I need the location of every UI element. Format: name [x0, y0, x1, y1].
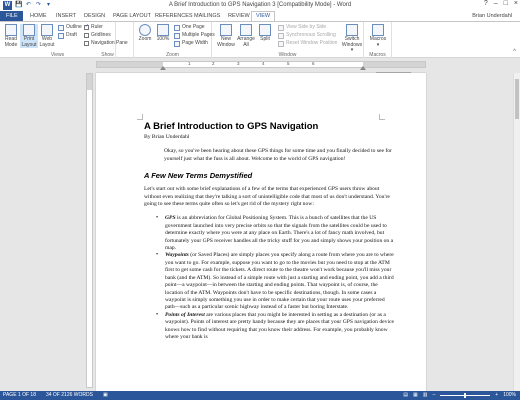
horizontal-ruler[interactable]: [96, 61, 426, 68]
side-by-side-button[interactable]: View Side by Side: [278, 24, 326, 31]
zoom-button[interactable]: Zoom: [136, 24, 154, 43]
multiple-pages-icon: [174, 33, 180, 39]
crop-mark: [137, 114, 143, 120]
draft-button[interactable]: Draft: [58, 32, 77, 39]
ruler-number: 2: [212, 61, 215, 66]
collapse-ribbon-icon[interactable]: ^: [513, 49, 516, 55]
undo-icon[interactable]: ↶: [25, 2, 32, 8]
ruler-number: 5: [287, 61, 290, 66]
ruler-number: 6: [312, 61, 315, 66]
scrollbar-thumb[interactable]: [515, 79, 519, 119]
customize-qat-icon[interactable]: ▾: [46, 2, 50, 8]
ribbon-tabs: [0, 11, 520, 21]
ruler-checkbox[interactable]: ✓ Ruler: [84, 24, 103, 31]
ribbon: [0, 21, 520, 58]
new-window-button[interactable]: New Window: [216, 24, 236, 48]
minimize-button[interactable]: –: [493, 0, 498, 7]
term-label: Waypoints: [165, 252, 189, 259]
body-paragraph: Let's start out with some brief explanations of a few of the terms that experienced GPS users throw about without even realizing that they're talking a sort of unintelligible code that most of us don't understand. You're going to see these terms quite often so let's get rid of the mystery right now:: [144, 186, 390, 208]
redo-icon[interactable]: ↷: [35, 2, 42, 8]
ruler-number: 1: [188, 61, 191, 66]
user-name[interactable]: Brian Underdahl: [472, 13, 512, 19]
group-views-label: Views: [50, 52, 65, 58]
window-controls: [484, 0, 518, 7]
tab-design[interactable]: DESIGN: [84, 13, 106, 19]
term-text: are various places that you might be interested in setting as a destination (or as a waypoint). Points of interest are pretty handy because they are places that your GPS navigation device knows how to find without requiring that you know their address. For example, you probably know where your bank is: [165, 311, 394, 340]
web-layout-button[interactable]: Web Layout: [38, 24, 56, 48]
switch-windows-icon: [346, 24, 358, 36]
vertical-ruler-margin: [87, 74, 92, 90]
ruler-number: 4: [262, 61, 265, 66]
zoom-in-icon[interactable]: +: [495, 392, 499, 398]
read-mode-button[interactable]: Read Mode: [2, 24, 20, 48]
group-zoom: [134, 22, 215, 59]
list-item: [156, 215, 394, 252]
list-item: [156, 252, 394, 311]
sync-scroll-icon: [278, 33, 284, 39]
one-page-icon: [174, 25, 180, 31]
arrange-all-button[interactable]: Arrange All: [236, 24, 256, 48]
group-window-label: Window: [278, 52, 297, 58]
crop-mark: [379, 114, 385, 120]
left-indent-marker[interactable]: [160, 66, 166, 70]
zoom-level[interactable]: 100%: [503, 392, 516, 398]
zoom-100-icon: [157, 24, 169, 36]
section-heading: A Few New Terms Demystified: [144, 171, 253, 181]
page-width-icon: [174, 41, 180, 47]
group-window: [212, 22, 364, 59]
tab-page-layout[interactable]: PAGE LAYOUT: [113, 13, 152, 19]
one-page-button[interactable]: One Page: [174, 24, 205, 31]
term-label: Points of Interest: [165, 311, 205, 318]
magnifier-icon: [139, 24, 151, 36]
gridlines-checkbox[interactable]: Gridlines: [84, 32, 111, 39]
title-bar: [0, 0, 520, 11]
macros-icon: [372, 24, 384, 36]
proofing-icon[interactable]: ▣: [102, 392, 108, 398]
document-body[interactable]: [144, 121, 394, 341]
close-button[interactable]: ×: [513, 0, 518, 7]
reset-window-button[interactable]: Reset Window Position: [278, 40, 337, 47]
ruler-bar: [0, 58, 520, 70]
zoom-slider[interactable]: [440, 395, 490, 396]
ruler-number: 3: [237, 61, 240, 66]
zoom-out-icon[interactable]: –: [432, 392, 436, 398]
page-width-button[interactable]: Page Width: [174, 40, 208, 47]
term-text: (or Saved Places) are simply places you specify along a route from where you are to where you want to go. For example, suppose you want to go to the movies but you need to stop at the ATM first to get some cash for the tickets. A direct route to the theatre won't work because you'll miss your bank (and the ATM). So instead of a simple route with just a starting and ending point, you add a third point—a waypoint—in between the starting and ending points. That waypoint is, of course, the location of the ATM. Waypoints don't have to be specific destinations, though. In some cases a waypoint is simply something you use in order to make certain that your route uses your preferred path—such as a particular scenic highway instead of a faster but boring Interstate.: [165, 252, 394, 311]
nav-pane-checkbox[interactable]: Navigation Pane: [84, 40, 128, 47]
terms-list: [156, 215, 394, 341]
ruler-check-icon: [84, 25, 89, 30]
tab-insert[interactable]: INSERT: [56, 13, 77, 19]
web-layout-view-icon[interactable]: ▥: [422, 392, 428, 398]
new-window-icon: [220, 24, 232, 36]
read-mode-icon: [5, 24, 17, 36]
word-logo-icon: W: [4, 2, 11, 8]
tab-review[interactable]: REVIEW: [228, 13, 250, 19]
ruler-right-margin: [363, 62, 425, 67]
window-title: A Brief Introduction to GPS Navigation 3 [Compatibility Mode] - Word: [168, 2, 352, 8]
document-byline: By Brian Underdahl: [144, 134, 190, 140]
nav-pane-check-icon: [84, 41, 89, 46]
web-layout-icon: [41, 24, 53, 36]
term-text: is an abbreviation for Global Positioning System. This is a bunch of satellites that the US government launched into very precise orbits so that the signals from the satellites could be used to determine exactly where you were at any place on Earth. There's a lot of fancy math involved, but fortunately your GPS receiver handles all the tricky stuff for you and simply shows your position on a map.: [165, 215, 394, 252]
zoom-100-button[interactable]: 100%: [154, 24, 172, 43]
ruler-left-margin: [97, 62, 163, 67]
multiple-pages-button[interactable]: Multiple Pages: [174, 32, 215, 39]
tab-file[interactable]: FILE: [0, 11, 23, 21]
outline-icon: [58, 25, 64, 31]
save-icon[interactable]: 💾: [15, 2, 23, 8]
tab-home[interactable]: HOME: [30, 13, 47, 19]
switch-windows-button[interactable]: Switch Windows ▾: [340, 24, 364, 54]
help-button[interactable]: ?: [483, 0, 488, 7]
outline-button[interactable]: Outline: [58, 24, 82, 31]
read-mode-view-icon[interactable]: ▤: [403, 392, 409, 398]
right-indent-marker[interactable]: [360, 66, 366, 70]
vertical-scrollbar[interactable]: [513, 73, 520, 391]
list-item: [156, 312, 394, 342]
print-layout-view-icon[interactable]: ▦: [413, 392, 418, 398]
group-macros-label: Macros: [369, 52, 386, 58]
maximize-button[interactable]: □: [503, 0, 508, 7]
macros-button[interactable]: Macros ▾: [368, 24, 388, 48]
status-bar: [0, 391, 520, 400]
document-page[interactable]: [96, 73, 426, 391]
document-title: A Brief Introduction to GPS Navigation: [144, 121, 319, 132]
group-macros: [364, 22, 392, 59]
arrange-all-icon: [240, 24, 252, 36]
group-zoom-label: Zoom: [166, 52, 179, 58]
word-count[interactable]: 34 OF 2126 WORDS: [45, 392, 93, 398]
split-button[interactable]: Split: [256, 24, 274, 43]
tab-references[interactable]: REFERENCES: [155, 13, 193, 19]
vertical-ruler[interactable]: [86, 73, 93, 388]
tab-view[interactable]: VIEW: [251, 11, 275, 21]
tab-mailings[interactable]: MAILINGS: [194, 13, 221, 19]
gridlines-check-icon: [84, 33, 89, 38]
print-layout-icon: [23, 24, 35, 36]
group-show: [82, 22, 134, 59]
intro-paragraph: Okay, so you've been hearing about these GPS things for some time and you finally decided to see for yourself just what the fuss is all about. Welcome to the world of GPS navigation!: [164, 148, 392, 162]
draft-icon: [58, 33, 64, 39]
print-layout-button[interactable]: Print Layout: [20, 24, 38, 48]
sync-scroll-button[interactable]: Synchronous Scrolling: [278, 32, 336, 39]
group-show-label: Show: [101, 52, 114, 58]
page-count[interactable]: PAGE 1 OF 18: [3, 392, 36, 398]
side-by-side-icon: [278, 25, 284, 31]
term-label: GPS: [165, 215, 176, 222]
reset-window-icon: [278, 41, 284, 47]
split-icon: [259, 24, 271, 36]
